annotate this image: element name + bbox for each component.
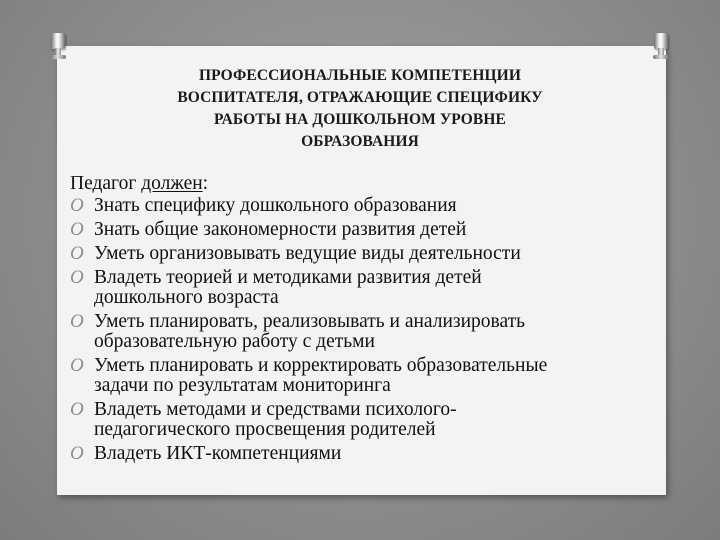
bullet-icon: O [70,243,84,264]
item-line: Уметь планировать, реализовывать и анализировать [94,311,526,332]
item-line: педагогического просвещения родителей [94,419,436,440]
bullet-icon: O [70,311,84,332]
title-line: ПРОФЕССИОНАЛЬНЫЕ КОМПЕТЕНЦИИ [198,67,521,84]
item-line: Владеть ИКТ-компетенциями [94,443,342,464]
competency-list [70,196,650,464]
item-line: Знать специфику дошкольного образования [94,195,457,216]
bullet-icon: O [70,195,84,216]
list-item [70,356,650,396]
list-item [70,312,650,352]
item-line: образовательную работу с детьми [94,331,375,352]
pushpin-icon [50,33,66,59]
bullet-icon: O [70,355,84,376]
title-line: РАБОТЫ НА ДОШКОЛЬНОМ УРОВНЕ [214,111,506,128]
list-item [70,444,650,464]
slide-body [70,174,650,468]
bullet-icon: O [70,219,84,240]
lead-prefix: Педагог [70,173,142,194]
lead-suffix: : [202,173,209,194]
list-item [70,220,650,240]
item-line: Владеть методами и средствами психолого- [94,399,457,420]
list-item [70,196,650,216]
bullet-icon: O [70,399,84,420]
pushpin-icon [653,33,669,59]
title-line: ВОСПИТАТЕЛЯ, ОТРАЖАЮЩИЕ СПЕЦИФИКУ [177,89,543,106]
item-line: дошкольного возраста [94,287,279,308]
item-line: задачи по результатам мониторинга [94,375,391,396]
item-line: Знать общие закономерности развития детей [94,219,467,240]
slide-title [120,65,600,153]
lead-text [70,174,650,194]
item-line: Уметь планировать и корректировать образовательные [94,355,548,376]
list-item [70,400,650,440]
bullet-icon: O [70,267,84,288]
list-item [70,268,650,308]
item-line: Уметь организовывать ведущие виды деятельности [94,243,521,264]
list-item [70,244,650,264]
lead-underlined: должен [141,173,203,194]
title-line: ОБРАЗОВАНИЯ [301,133,419,150]
item-line: Владеть теорией и методиками развития детей [94,267,482,288]
bullet-icon: O [70,443,84,464]
